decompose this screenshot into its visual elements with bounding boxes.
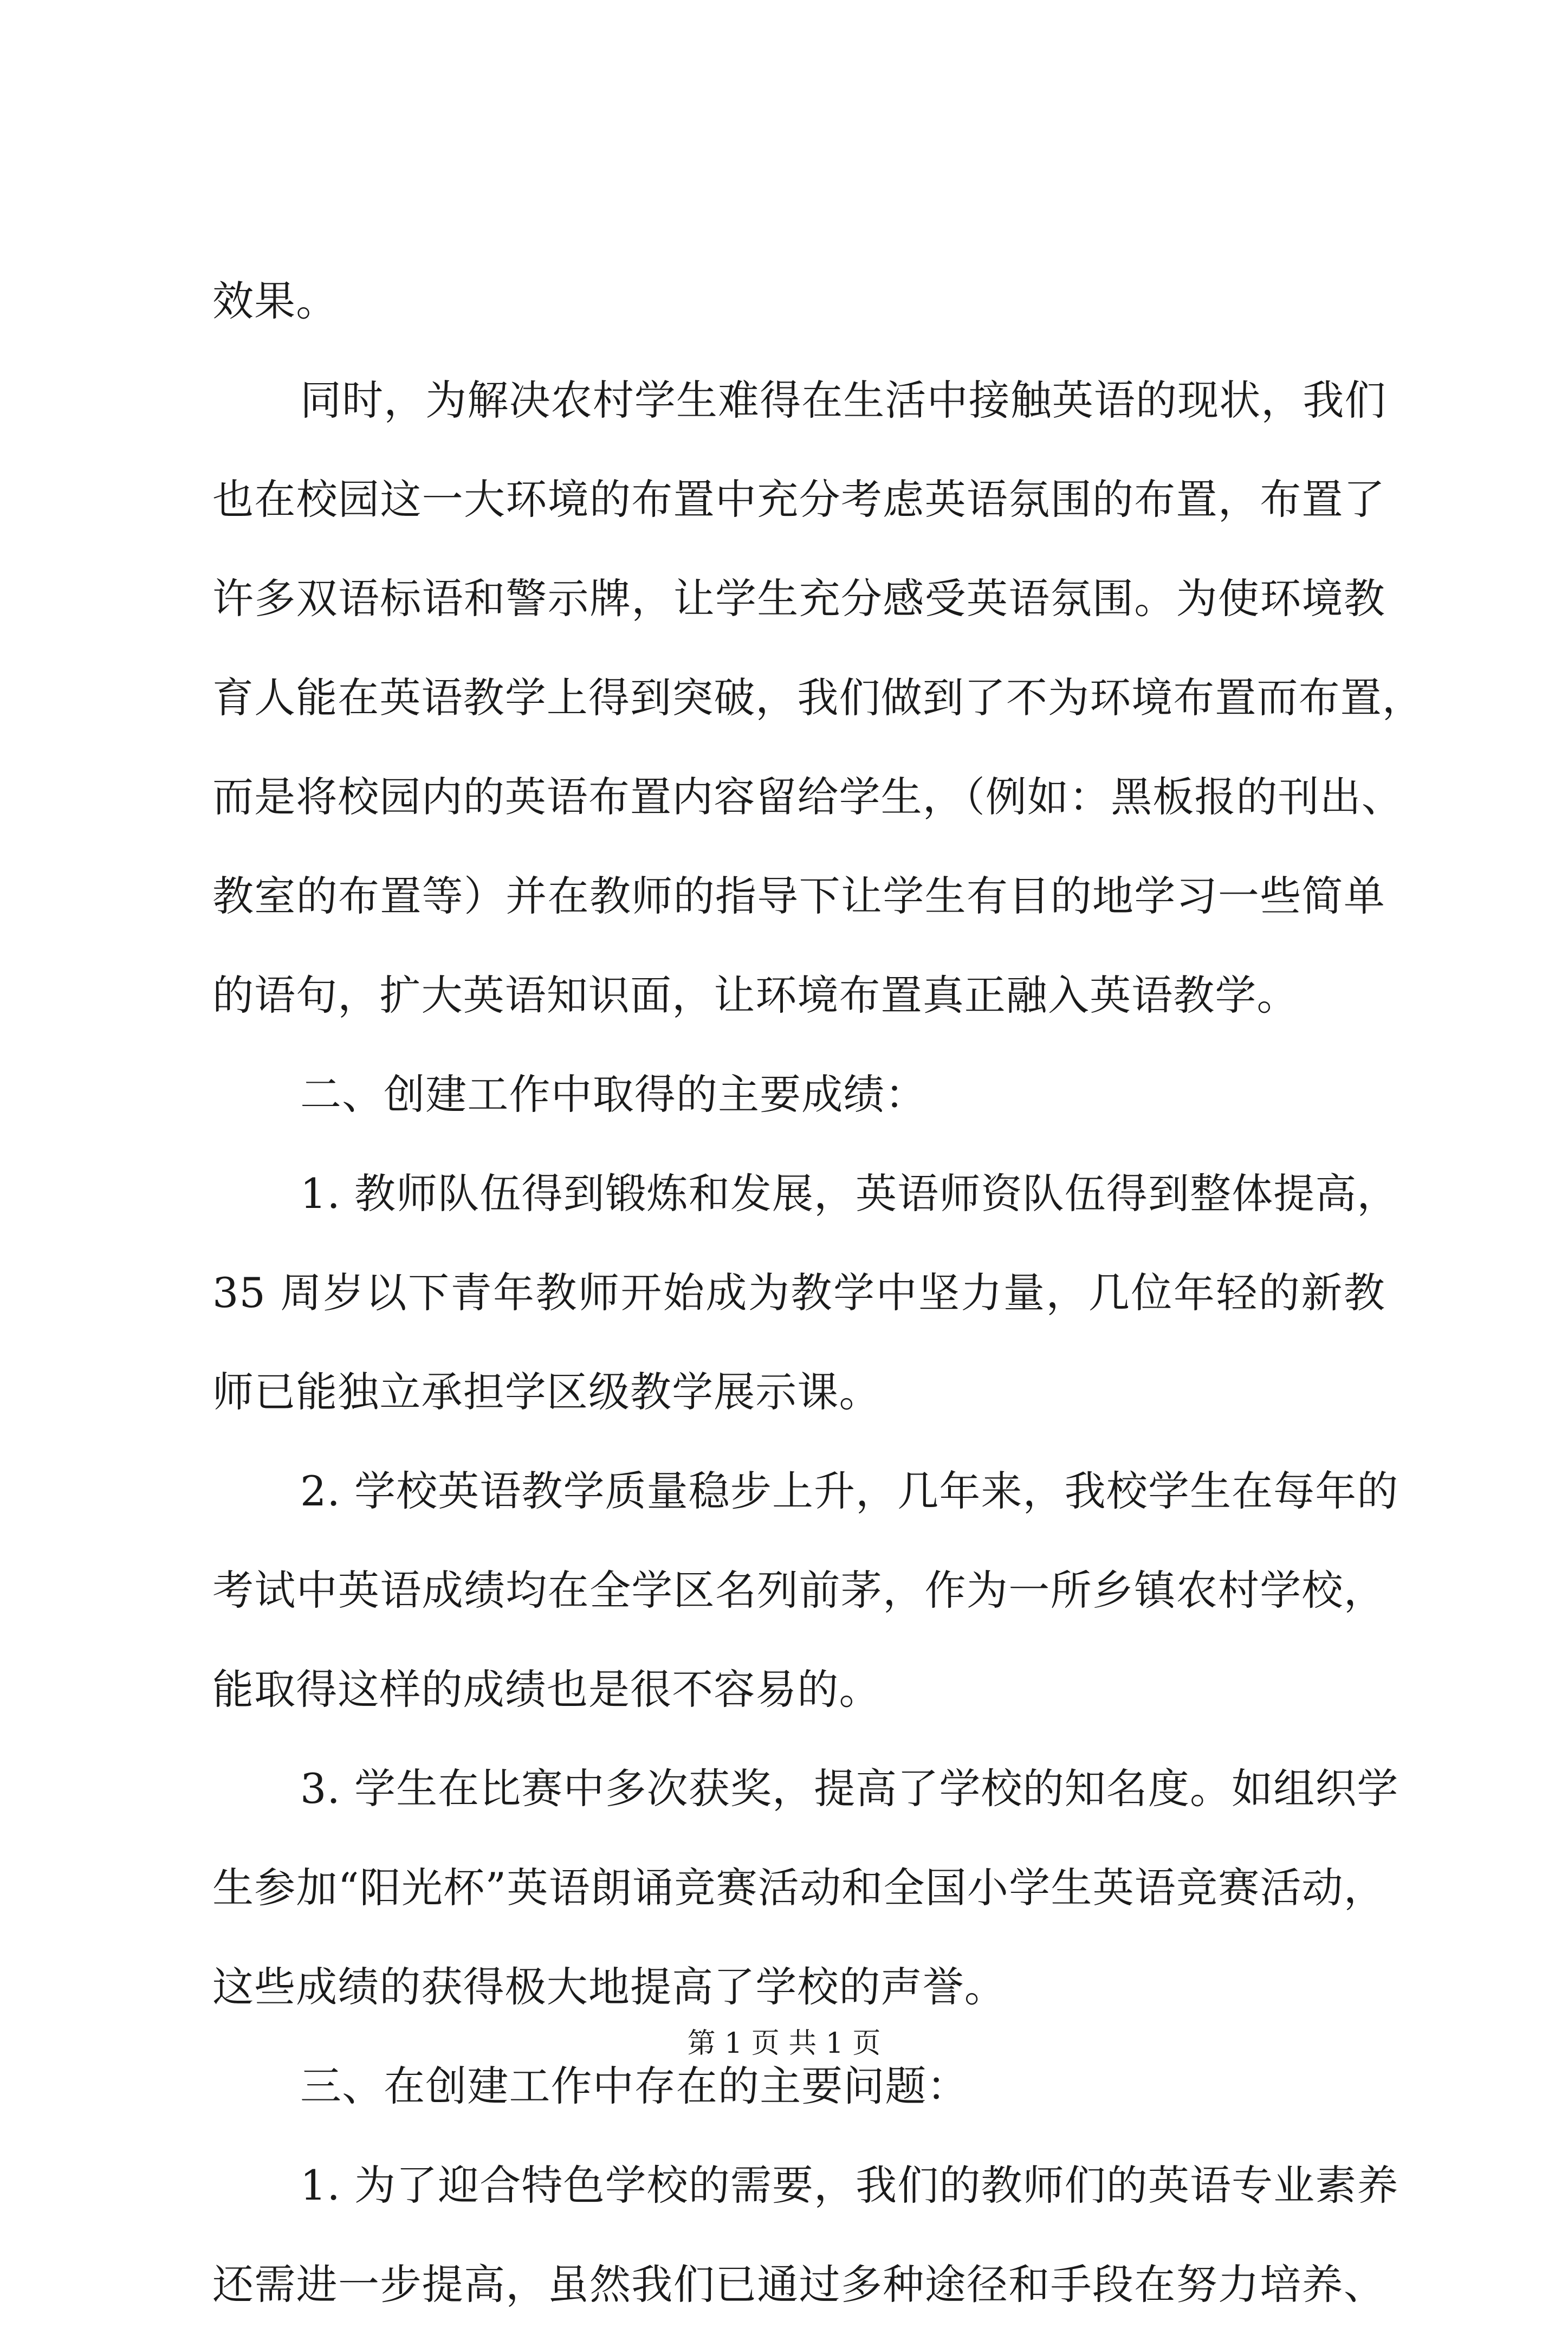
text-line: 35 周岁以下青年教师开始成为教学中坚力量，几位年轻的新教	[212, 1269, 1385, 1317]
text-line: 三、在创建工作中存在的主要问题：	[300, 2062, 969, 2110]
text-line: 也在校园这一大环境的布置中充分考虑英语氛围的布置，布置了	[212, 475, 1385, 523]
text-line: 还需进一步提高，虽然我们已通过多种途径和手段在努力培养、	[212, 2260, 1385, 2309]
text-line: 同时，为解决农村学生难得在生活中接触英语的现状，我们	[300, 376, 1386, 424]
text-line: 的语句，扩大英语知识面，让环境布置真正融入英语教学。	[212, 971, 1299, 1019]
text-line: 能取得这样的成绩也是很不容易的。	[212, 1665, 881, 1714]
text-line: 1. 为了迎合特色学校的需要，我们的教师们的英语专业素养	[300, 2161, 1399, 2209]
text-line: 二、创建工作中取得的主要成绩：	[300, 1070, 927, 1118]
text-line: 这些成绩的获得极大地提高了学校的声誉。	[212, 1963, 1006, 2011]
text-line: 2. 学校英语教学质量稳步上升，几年来，我校学生在每年的	[300, 1467, 1399, 1515]
text-line: 生参加“阳光杯”英语朗诵竞赛活动和全国小学生英语竞赛活动，	[212, 1864, 1385, 1912]
text-line: 3. 学生在比赛中多次获奖，提高了学校的知名度。如组织学	[300, 1764, 1399, 1813]
text-line: 1. 教师队伍得到锻炼和发展，英语师资队伍得到整体提高，	[300, 1169, 1399, 1218]
text-line: 教室的布置等）并在教师的指导下让学生有目的地学习一些简单	[212, 872, 1385, 920]
page-footer: 第 1 页 共 1 页	[687, 2027, 881, 2060]
text-line: 而是将校园内的英语布置内容留给学生，（例如：黑板报的刊出、	[212, 773, 1403, 821]
text-line: 育人能在英语教学上得到突破，我们做到了不为环境布置而布置，	[212, 674, 1424, 722]
document-body	[212, 251, 1424, 2334]
text-line: 许多双语标语和警示牌，让学生充分感受英语氛围。为使环境教	[212, 574, 1385, 623]
text-line: 效果。	[212, 277, 338, 325]
text-line: 考试中英语成绩均在全学区名列前茅，作为一所乡镇农村学校，	[212, 1566, 1385, 1614]
text-line: 师已能独立承担学区级教学展示课。	[212, 1368, 881, 1416]
